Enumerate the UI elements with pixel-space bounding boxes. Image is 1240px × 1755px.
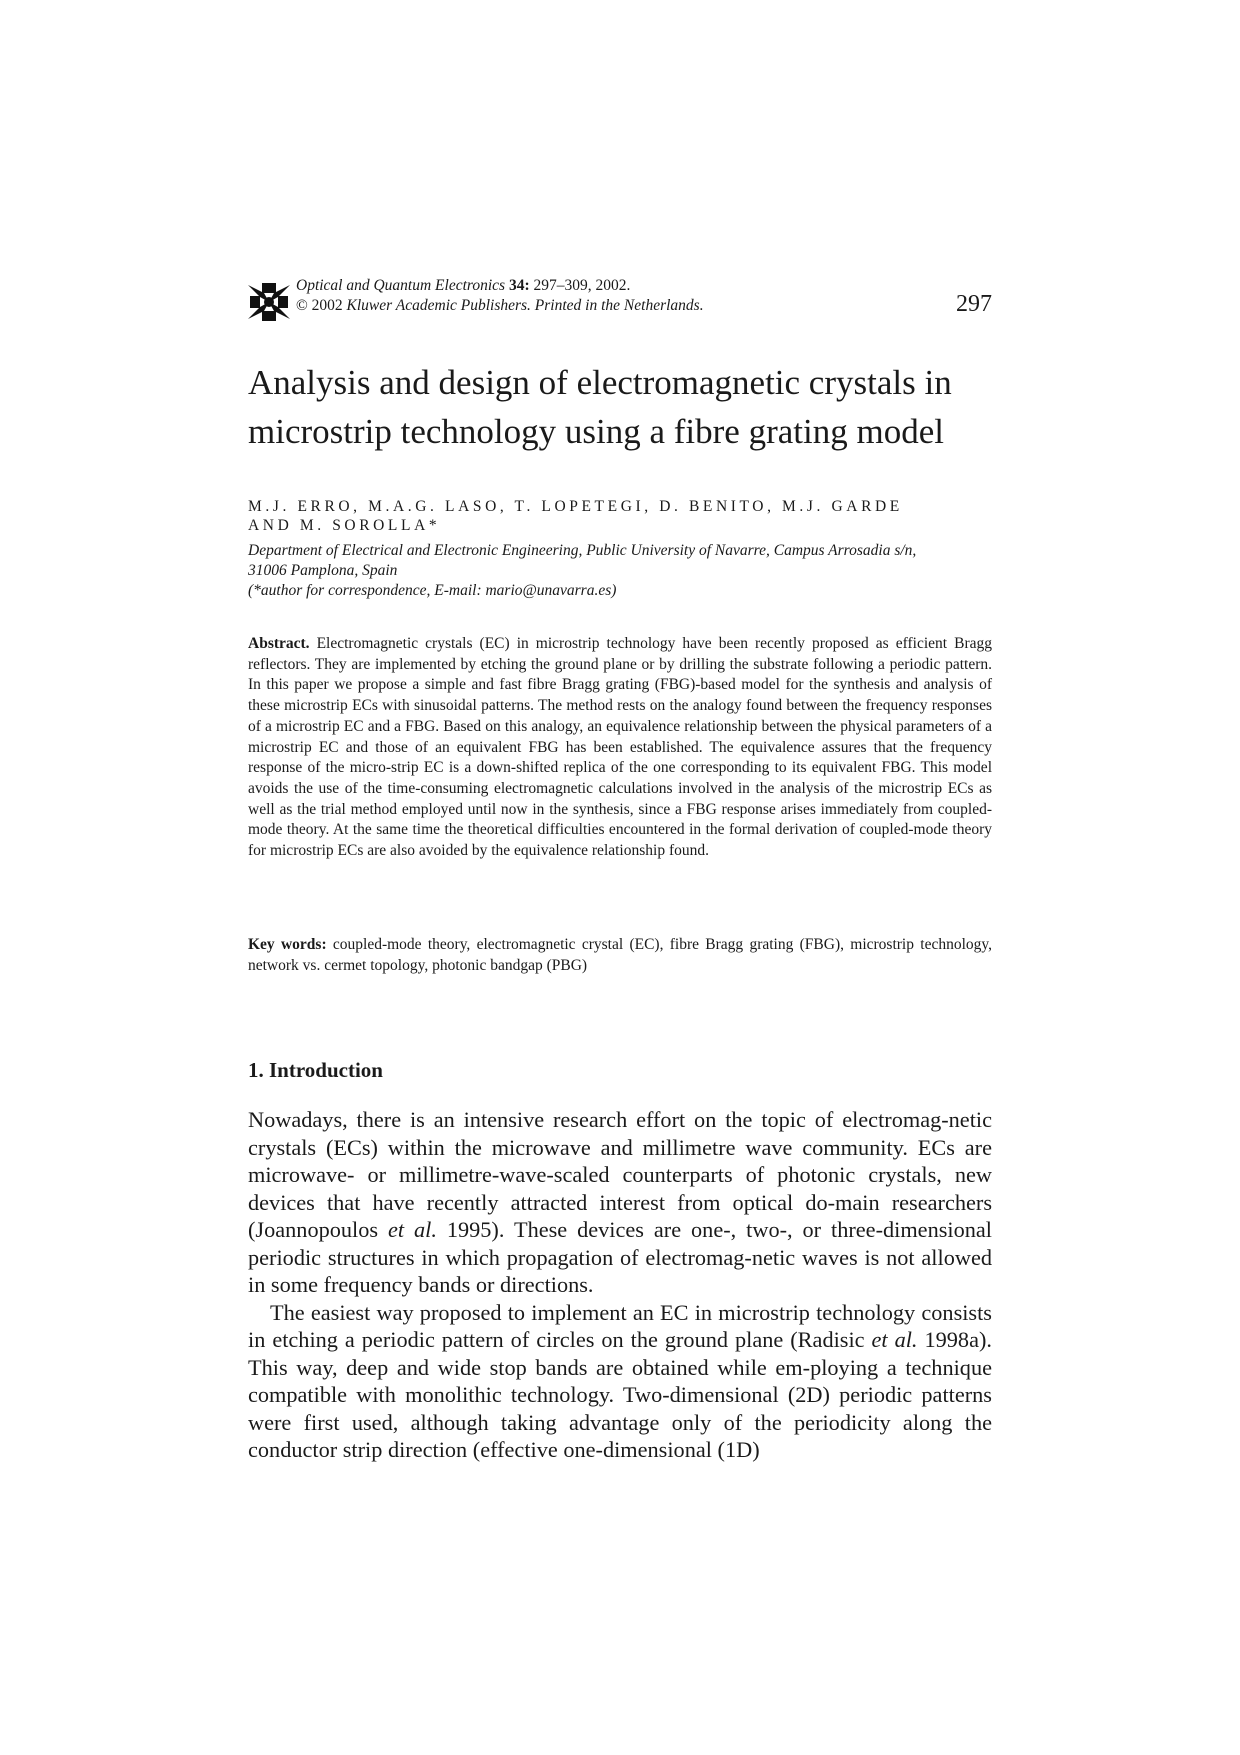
page-number: 297: [956, 291, 992, 317]
keywords-text: coupled-mode theory, electromagnetic crystal (EC), fibre Bragg grating (FBG), microstrip technology, network vs. cermet topology, photonic bandgap (PBG): [248, 936, 992, 974]
paragraph-1-end: 1995). These devices are one-, two-, or three-dimensional periodic structures in which propagation of electromag-netic waves is not allowed in some frequency bands or directions.: [248, 1217, 992, 1297]
copyright-line: [296, 296, 704, 316]
title-line-2: microstrip technology using a fibre grating model: [248, 412, 944, 451]
title-line-1: Analysis and design of electromagnetic crystals in: [248, 363, 952, 402]
citation-et-al: et al.: [871, 1327, 918, 1352]
correspondence-line: (*author for correspondence, E-mail: mario@unavarra.es): [248, 582, 617, 599]
journal-name: Optical and Quantum Electronics: [296, 277, 506, 294]
introduction-body: [248, 1106, 992, 1464]
section-heading-introduction: 1. Introduction: [248, 1058, 383, 1082]
paragraph-2-start: The easiest way proposed to implement an EC in microstrip technology consists in etching a periodic pattern of circles on the ground plane (Radisic: [248, 1299, 992, 1352]
publisher-logo-icon: [248, 281, 290, 323]
paragraph-2-end: 1998a). This way, deep and wide stop bands are obtained while em-ploying a technique compatible with monolithic technology. Two-dimensional (2D) periodic patterns were first used, although taking advantage only of the periodicity along the conductor strip direction (effective one-dimensional (1D): [248, 1327, 992, 1462]
abstract: [248, 634, 992, 862]
affiliation-line-1: Department of Electrical and Electronic Engineering, Public University of Navarre, Campus Arrosadia s/n,: [248, 542, 917, 559]
copyright-symbol: ©: [296, 297, 308, 314]
journal-volume: 34:: [508, 277, 530, 294]
journal-info: [296, 276, 704, 316]
abstract-text: Electromagnetic crystals (EC) in microstrip technology have been recently proposed as efficient Bragg reflectors. They are implemented by etching the ground plane or by drilling the substrate following a periodic pattern. In this paper we propose a simple and fast fibre Bragg grating (FBG)-based model for the synthesis and analysis of these microstrip ECs with sinusoidal patterns. The method rests on the analogy found between the frequency responses of a microstrip EC and a FBG. Based on this analogy, an equivalence relationship between the physical parameters of a microstrip EC and those of an equivalent FBG has been established. The equivalence assures that the frequency response of the micro-strip EC is a down-shifted replica of the one corresponding to its equivalent FBG. This model avoids the use of the time-consuming electromagnetic calculations involved in the analysis of the microstrip ECs as well as the trial method employed until now in the synthesis, since a FBG response arises immediately from coupled-mode theory. At the same time the theoretical difficulties encountered in the formal derivation of coupled-mode theory for microstrip ECs are also avoided by the equivalence relationship found.: [248, 635, 992, 860]
keywords: [248, 935, 992, 976]
paragraph-1-text: Nowadays, there is an intensive research effort on the topic of electromag-netic crystals (ECs) within the microwave and millimetre wave community. ECs are microwave- or millimetre-wave-scaled counterparts of photonic crystals, new devices that have recently attracted interest from optical do-main researchers (Joannopoulos: [248, 1107, 992, 1242]
keywords-label: Key words:: [248, 936, 327, 953]
publisher-line: Kluwer Academic Publishers. Printed in the Netherlands.: [346, 297, 704, 314]
journal-header: [248, 276, 992, 326]
body-paragraph: [248, 1299, 992, 1464]
body-paragraph: [248, 1106, 992, 1299]
authors-line-1: M.J. ERRO, M.A.G. LASO, T. LOPETEGI, D. BENITO, M.J. GARDE: [248, 498, 903, 515]
affiliation-line-2: 31006 Pamplona, Spain: [248, 562, 398, 579]
author-list: [248, 497, 992, 535]
journal-pages-year: 297–309, 2002.: [529, 277, 631, 294]
journal-citation: [296, 276, 704, 296]
authors-line-2: AND M. SOROLLA*: [248, 517, 441, 534]
affiliation: [248, 541, 992, 601]
copyright-year: 2002: [307, 297, 347, 314]
abstract-label: Abstract.: [248, 635, 310, 652]
citation-et-al: et al.: [387, 1217, 437, 1242]
paper-title: [248, 358, 992, 456]
